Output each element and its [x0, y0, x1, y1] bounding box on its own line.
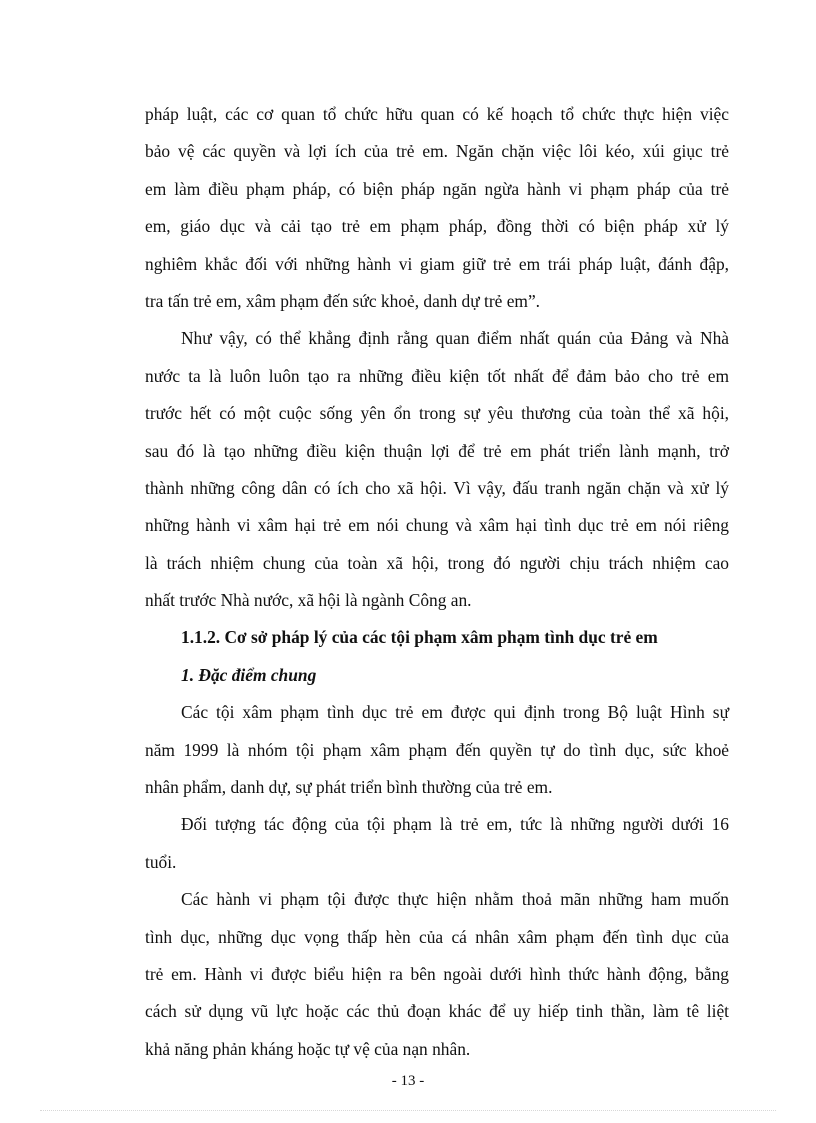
text-line: em làm điều phạm pháp, có biện pháp ngăn ngừa hành vi phạm pháp của trẻ	[145, 178, 729, 199]
text-line: năm 1999 là nhóm tội phạm xâm phạm đến quyền tự do tình dục, sức khoẻ	[145, 739, 729, 760]
text-line: trước hết có một cuộc sống yên ổn trong sự yêu thương của toàn thể xã hội,	[145, 403, 729, 424]
text-line: những hành vi xâm hại trẻ em nói chung và xâm hại tình dục trẻ em nói riêng	[145, 515, 729, 536]
text-line: khả năng phản kháng hoặc tự vệ của nạn nhân.	[145, 1038, 471, 1059]
section-heading: 1.1.2. Cơ sở pháp lý của các tội phạm xâm phạm tình dục trẻ em	[181, 627, 658, 648]
footer-divider	[40, 1110, 776, 1111]
text-line: bảo vệ các quyền và lợi ích của trẻ em. Ngăn chặn việc lôi kéo, xúi giục trẻ	[145, 141, 729, 162]
text-line: Đối tượng tác động của tội phạm là trẻ em, tức là những người dưới 16	[181, 814, 729, 835]
document-body	[145, 96, 729, 1068]
text-line: tình dục, những dục vọng thấp hèn của cá nhân xâm phạm đến tình dục của	[145, 926, 729, 947]
text-line: tuổi.	[145, 851, 177, 872]
text-line: nhân phẩm, danh dự, sự phát triển bình thường của trẻ em.	[145, 777, 553, 798]
text-line: thành những công dân có ích cho xã hội. Vì vậy, đấu tranh ngăn chặn và xử lý	[145, 477, 729, 498]
text-line: nghiêm khắc đối với những hành vi giam giữ trẻ em trái pháp luật, đánh đập,	[145, 253, 729, 274]
text-line: Các tội xâm phạm tình dục trẻ em được qui định trong Bộ luật Hình sự	[181, 702, 729, 723]
text-line: tra tấn trẻ em, xâm phạm đến sức khoẻ, danh dự trẻ em”.	[145, 290, 541, 311]
text-line: nước ta là luôn luôn tạo ra những điều kiện tốt nhất để đảm bảo cho trẻ em	[145, 365, 729, 386]
text-line: nhất trước Nhà nước, xã hội là ngành Công an.	[145, 590, 472, 611]
text-line: Như vậy, có thể khẳng định rằng quan điểm nhất quán của Đảng và Nhà	[181, 328, 729, 349]
subsection-heading: 1. Đặc điểm chung	[181, 664, 317, 685]
text-line: trẻ em. Hành vi được biểu hiện ra bên ngoài dưới hình thức hành động, bằng	[145, 963, 729, 984]
text-line: pháp luật, các cơ quan tổ chức hữu quan có kế hoạch tổ chức thực hiện việc	[145, 104, 729, 124]
text-line: Các hành vi phạm tội được thực hiện nhằm thoả mãn những ham muốn	[181, 889, 729, 910]
page-number: - 13 -	[391, 1073, 425, 1089]
text-line: cách sử dụng vũ lực hoặc các thủ đoạn khác để uy hiếp tinh thần, làm tê liệt	[145, 1001, 729, 1022]
text-line: sau đó là tạo những điều kiện thuận lợi để trẻ em phát triển lành mạnh, trở	[145, 440, 729, 461]
text-line: em, giáo dục và cải tạo trẻ em phạm pháp, đồng thời có biện pháp xử lý	[145, 216, 729, 237]
text-line: là trách nhiệm chung của toàn xã hội, trong đó người chịu trách nhiệm cao	[145, 552, 729, 573]
